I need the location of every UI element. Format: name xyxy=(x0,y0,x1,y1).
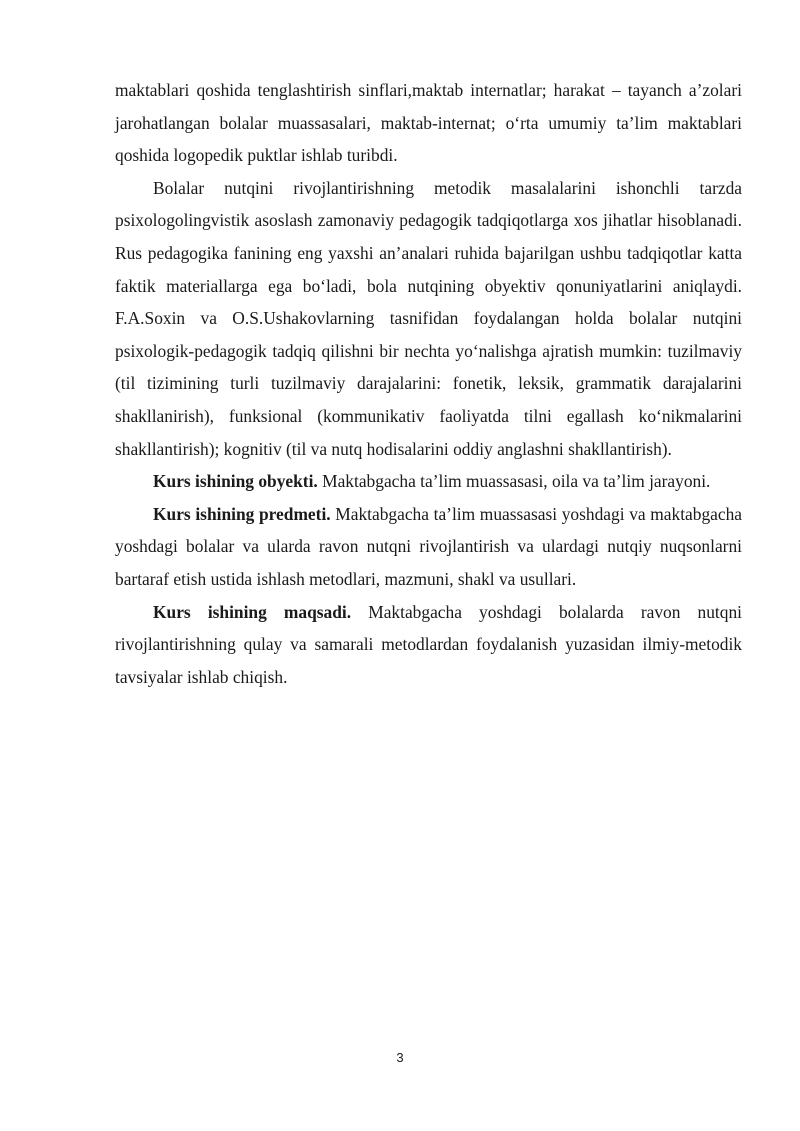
paragraph-text: Maktabgacha ta’lim muassasasi yoshdagi va maktabgacha yoshdagi bolalar va ularda ravon nutqni rivojlantirish va ulardagi nutqiy nuqsonlarni bartaraf etish ustida ishlash metodlari, mazmuni, shakl va usullari. xyxy=(115,503,743,589)
paragraph-lead: Kurs ishining predmeti. xyxy=(153,503,331,524)
paragraph-object xyxy=(115,465,742,498)
paragraph-text: Maktabgacha yoshdagi bolalarda ravon nutqni rivojlantirishning qulay va samarali metodlardan foydalanish yuzasidan ilmiy-metodik tavsiyalar ishlab chiqish. xyxy=(115,601,742,687)
paragraph-lead: Kurs ishining obyekti. xyxy=(153,471,318,492)
paragraph-subject xyxy=(115,498,742,596)
paragraph-text: Bolalar nutqini rivojlantirishning metodik masalalarini ishonchli tarzda psixologolingvistik asoslash zamonaviy pedagogik tadqiqotlarga xos jihatlar hisoblanadi. Rus pedagogika fanining eng yaxshi an’analari ruhida bajarilgan ushbu tadqiqotlar katta faktik materiallarga ega bo‘ladi, bola nutqining obyektiv qonuniyatlarini aniqlaydi. F.A.Soxin va O.S.Ushakovlarning tasnifidan foydalangan holda bolalar nutqini psixologik-pedagogik tadqiq qilishni bir nechta yo‘nalishga ajratish mumkin: tuzilmaviy (til tizimining turli tuzilmaviy darajalarini: fonetik, leksik, grammatik darajalarini shakllanirish), funksional (kommunikativ faoliyatda tilni egallash ko‘nikmalarini shakllantirish); kognitiv (til va nutq hodisalarini oddiy anglashni shakllantirish). xyxy=(115,177,742,459)
paragraph-goal xyxy=(115,596,742,694)
paragraph-continuation xyxy=(115,74,742,172)
paragraph-lead: Kurs ishining maqsadi. xyxy=(153,601,352,622)
paragraph-text: maktablari qoshida tenglashtirish sinflari,maktab internatlar; harakat – tayanch a’zolari jarohatlangan bolalar muassasalari, maktab-internat; o‘rta umumiy ta’lim maktablari qoshida logopedik puktlar ishlab turibdi. xyxy=(115,80,742,166)
paragraph-text: Maktabgacha ta’lim muassasasi, oila va ta’lim jarayoni. xyxy=(317,471,711,492)
page-body xyxy=(115,74,742,693)
page-number: 3 xyxy=(396,1050,404,1065)
paragraph-methodology xyxy=(115,172,742,465)
